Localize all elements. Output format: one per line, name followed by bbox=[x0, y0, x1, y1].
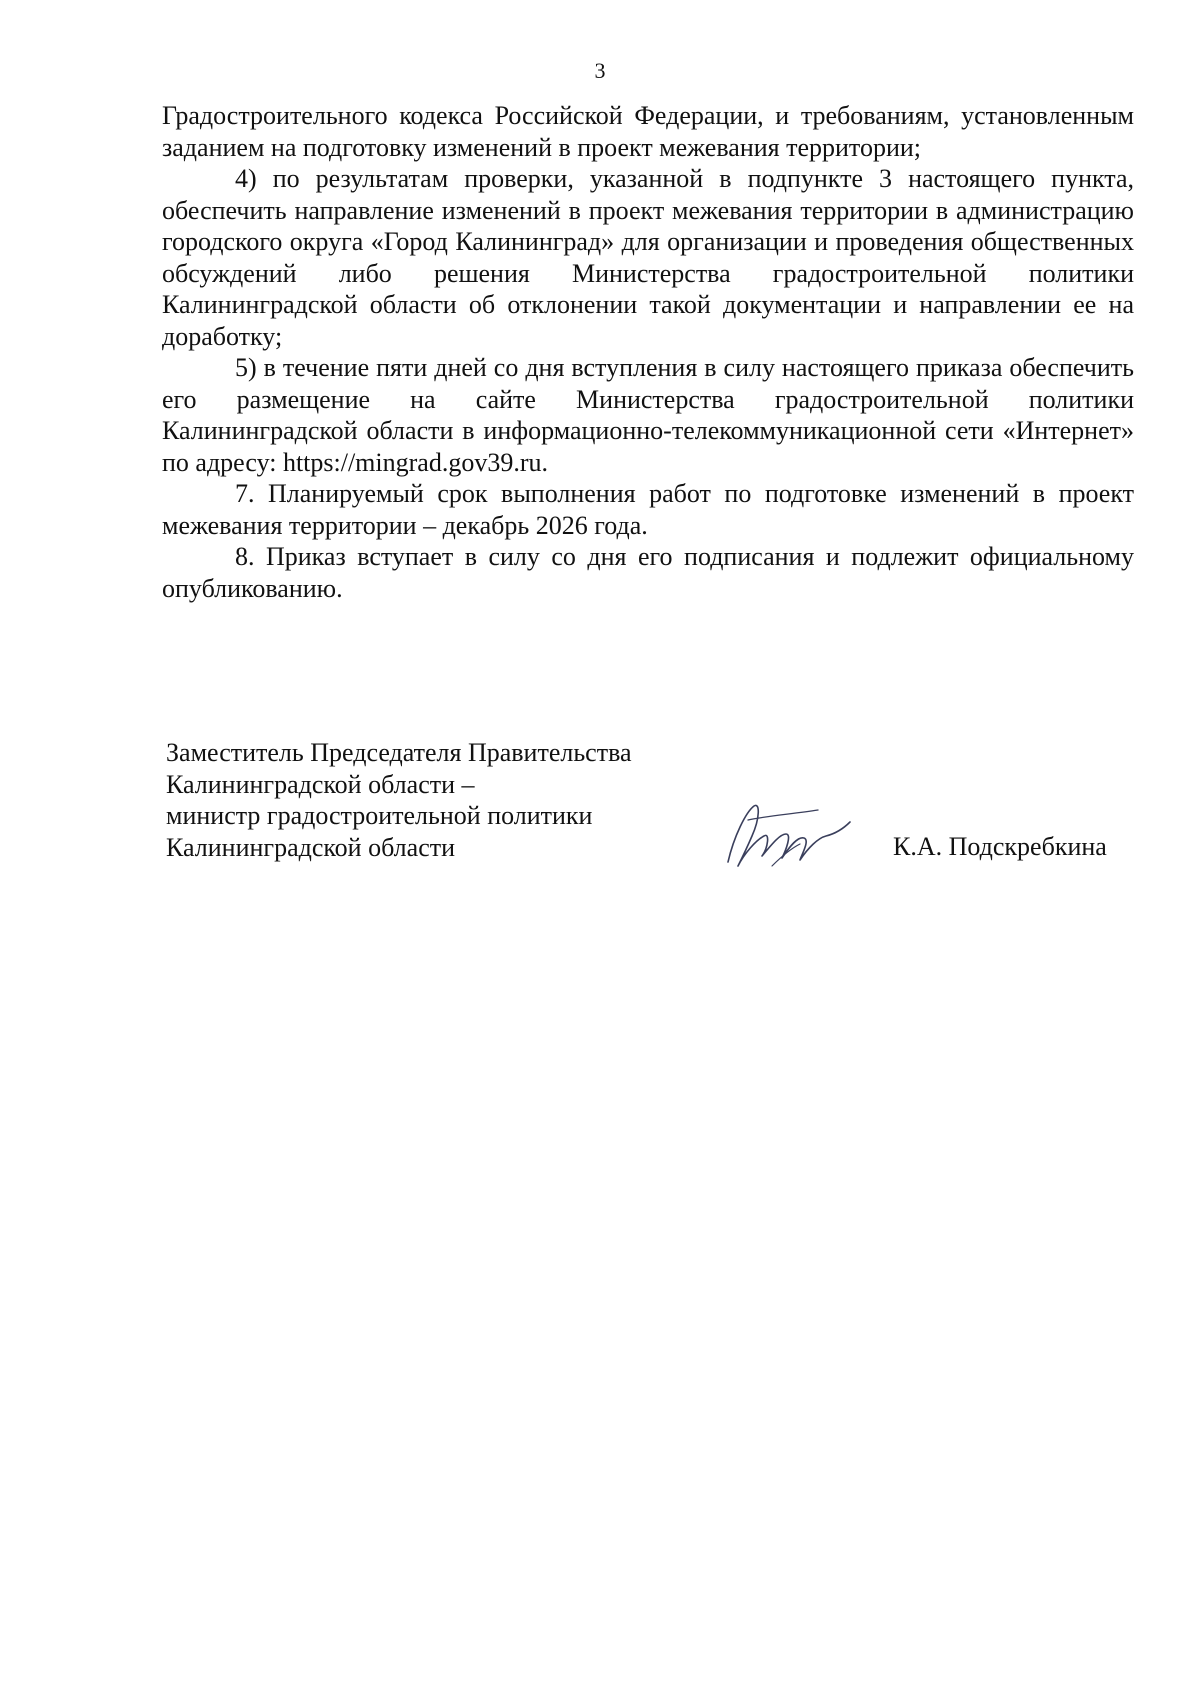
paragraph-point-8: 8. Приказ вступает в силу со дня его подписания и подлежит официальному опубликованию. bbox=[162, 542, 1134, 603]
paragraph-item-5: 5) в течение пяти дней со дня вступления в силу настоящего приказа обеспечить его размещение на сайте Министерства градостроительной политики Калининградской области в информационно-телекоммуникационной сети «Интернет» по адресу: https://mingrad.gov39.ru. bbox=[162, 353, 1134, 477]
signatory-name: К.А. Подскребкина bbox=[893, 832, 1107, 861]
paragraph-continuation: Градостроительного кодекса Российской Федерации, и требованиям, установленным заданием на подготовку изменений в проект межевания территории; bbox=[162, 101, 1134, 162]
paragraph-point-7: 7. Планируемый срок выполнения работ по подготовке изменений в проект межевания территории – декабрь 2026 года. bbox=[162, 479, 1134, 540]
paragraph-item-4: 4) по результатам проверки, указанной в подпункте 3 настоящего пункта, обеспечить направление изменений в проект межевания территории в администрацию городского округа «Город Калининград» для организации и проведения общественных обсуждений либо решения Министерства градостроительной политики Калининградской области об отклонении такой документации и направлении ее на доработку; bbox=[162, 164, 1134, 351]
signatory-position-line: Заместитель Председателя Правительства bbox=[166, 738, 632, 767]
document-body bbox=[162, 100, 1134, 604]
signatory-position-line: Калининградской области – bbox=[166, 769, 475, 799]
page-number: 3 bbox=[594, 58, 606, 83]
handwritten-signature bbox=[722, 796, 852, 874]
signatory-position-line: министр градостроительной политики bbox=[166, 801, 593, 830]
signatory-position bbox=[166, 737, 632, 863]
signatory-position-line: Калининградской области bbox=[166, 832, 456, 862]
